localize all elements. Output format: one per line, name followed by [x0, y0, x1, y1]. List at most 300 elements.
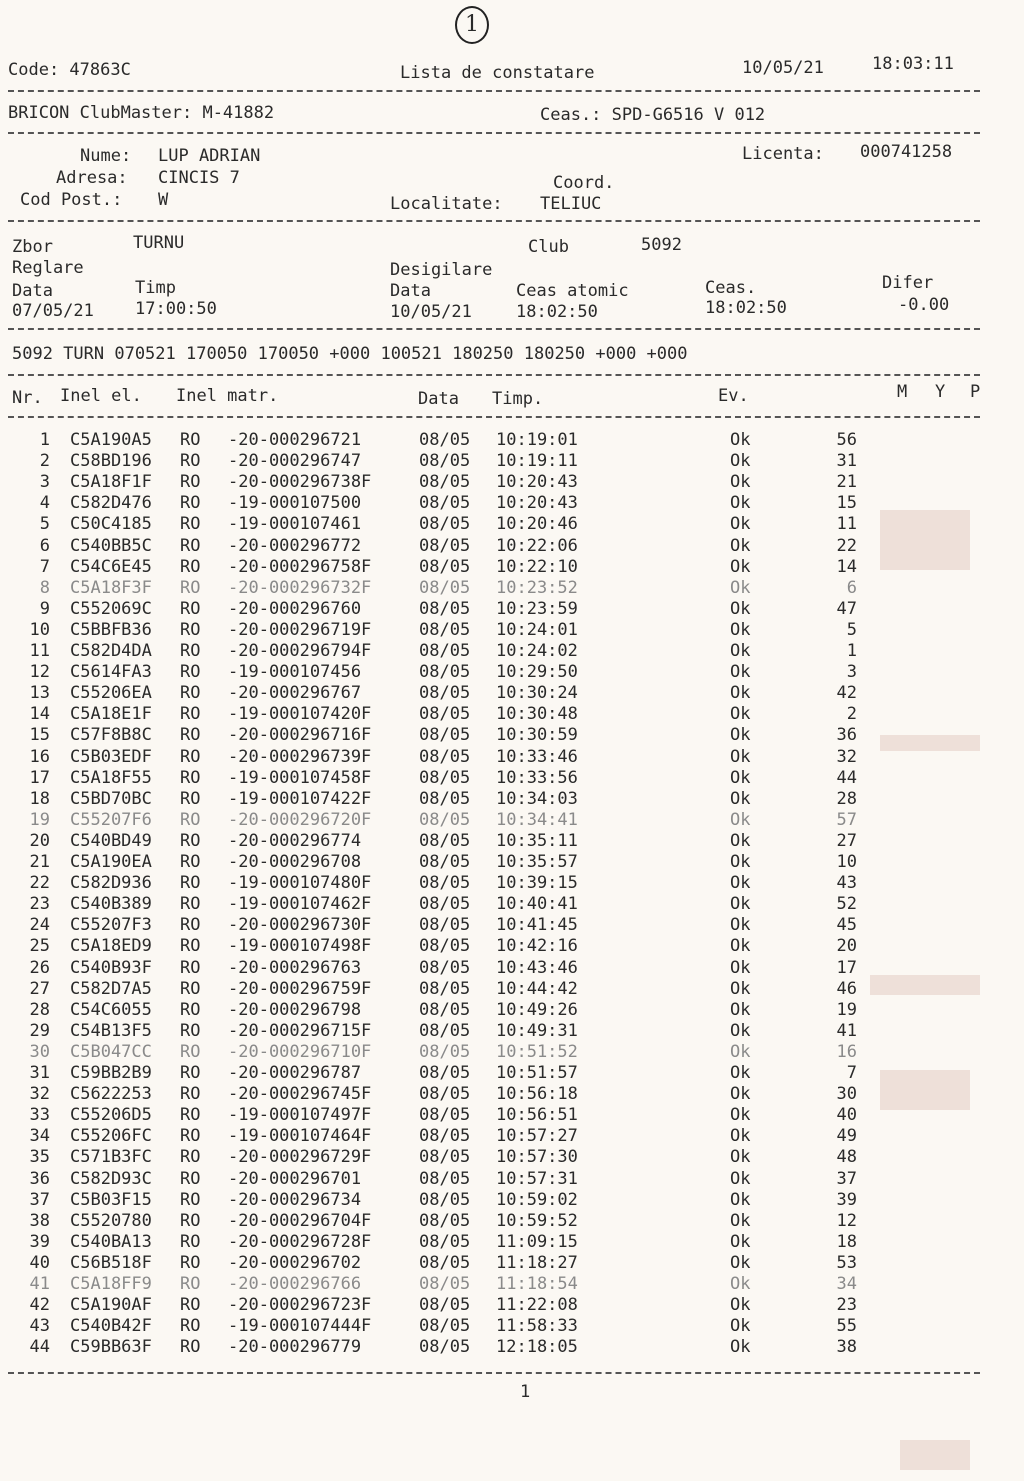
table-row: [0, 599, 1024, 620]
cell-pos: 12: [836, 1210, 857, 1231]
cell-ring: C5622253: [70, 1084, 152, 1105]
codpost-value: W: [158, 190, 169, 210]
cell-country: RO: [180, 619, 201, 640]
cell-ev: Ok: [730, 1020, 751, 1041]
cell-nr: 25: [29, 936, 50, 957]
cell-ring: C5520780: [70, 1210, 152, 1231]
cell-pos: 39: [836, 1189, 857, 1210]
cell-matr: -20-000296766: [228, 1274, 362, 1294]
cell-matr: -19-000107422F: [228, 788, 372, 809]
table-row: [0, 1295, 1024, 1316]
cell-date: 08/05: [419, 894, 471, 915]
cell-date: 08/05: [419, 1210, 471, 1231]
cell-pos: 44: [836, 767, 857, 788]
cell-nr: 27: [29, 978, 50, 999]
cell-date: 08/05: [419, 1105, 471, 1126]
col-ev: Ev.: [718, 386, 749, 406]
footer-page-number: 1: [520, 1382, 531, 1402]
cell-matr: -20-000296719F: [228, 619, 372, 640]
cell-ev: Ok: [730, 451, 751, 472]
cell-time: 11:18:54: [496, 1274, 578, 1294]
desigilare-label: Desigilare: [390, 260, 493, 280]
cell-country: RO: [180, 514, 201, 535]
cell-time: 10:51:52: [496, 1041, 578, 1062]
table-row: [0, 873, 1024, 894]
cell-ev: Ok: [730, 493, 751, 514]
cell-ev: Ok: [730, 1210, 751, 1231]
col-y: Y: [935, 382, 946, 402]
cell-ring: C5B03F15: [70, 1189, 152, 1210]
cell-date: 08/05: [419, 1252, 471, 1273]
cell-nr: 30: [29, 1041, 50, 1062]
cell-nr: 33: [29, 1105, 50, 1126]
table-row: [0, 1232, 1024, 1253]
ceas-atomic-label: Ceas atomic: [516, 281, 629, 301]
cell-time: 10:57:27: [496, 1126, 578, 1147]
cell-nr: 23: [29, 894, 50, 915]
cell-matr: -20-000296720F: [228, 809, 372, 830]
cell-date: 08/05: [419, 809, 471, 830]
cell-ring: C5B047CC: [70, 1041, 152, 1062]
cell-country: RO: [180, 1147, 201, 1168]
ceas-label: Ceas.: [705, 278, 757, 298]
cell-time: 10:29:50: [496, 662, 578, 683]
adresa-label: Adresa:: [56, 168, 128, 188]
cell-country: RO: [180, 788, 201, 809]
cell-country: RO: [180, 1084, 201, 1105]
cell-ring: C55206D5: [70, 1105, 152, 1126]
table-row: [0, 831, 1024, 852]
cell-nr: 42: [29, 1295, 50, 1316]
table-row: [0, 578, 1024, 599]
cell-time: 11:09:15: [496, 1231, 578, 1252]
separator: [8, 416, 980, 418]
timp-label: Timp: [135, 278, 176, 298]
cell-ring: C58BD196: [70, 451, 152, 472]
cell-nr: 37: [29, 1189, 50, 1210]
cell-ring: C5A190EA: [70, 852, 152, 872]
summary-line: 5092 TURN 070521 170050 170050 +000 100521 180250 180250 +000 +000: [12, 344, 688, 364]
cell-ev: Ok: [730, 978, 751, 999]
cell-nr: 26: [29, 957, 50, 978]
cell-time: 10:51:57: [496, 1063, 578, 1083]
cell-ev: Ok: [730, 1337, 751, 1358]
cell-matr: -20-000296708: [228, 852, 362, 872]
cell-time: 10:22:10: [496, 556, 578, 577]
cell-nr: 2: [39, 451, 50, 472]
handwritten-page-mark: 1: [455, 6, 489, 44]
cell-country: RO: [180, 1210, 201, 1231]
cell-ring: C54C6055: [70, 999, 152, 1020]
cell-date: 08/05: [419, 852, 471, 872]
cell-matr: -20-000296747: [228, 451, 362, 472]
cell-pos: 40: [836, 1105, 857, 1126]
cell-ring: C540B93F: [70, 957, 152, 978]
cell-time: 10:49:31: [496, 1020, 578, 1041]
table-row: [0, 557, 1024, 578]
cell-ring: C540BA13: [70, 1231, 152, 1252]
cell-country: RO: [180, 873, 201, 894]
code-label: Code: 47863C: [8, 60, 131, 80]
cell-ev: Ok: [730, 936, 751, 957]
cell-ev: Ok: [730, 1126, 751, 1147]
cell-date: 08/05: [419, 936, 471, 957]
cell-country: RO: [180, 472, 201, 493]
cell-matr: -19-000107456: [228, 662, 362, 683]
desigilare-date: 10/05/21: [390, 302, 472, 322]
cell-date: 08/05: [419, 1295, 471, 1316]
table-row: [0, 810, 1024, 831]
cell-pos: 34: [836, 1274, 857, 1294]
cell-time: 10:19:01: [496, 430, 578, 450]
clock-id: Ceas.: SPD-G6516 V 012: [540, 105, 766, 125]
cell-nr: 14: [29, 704, 50, 725]
cell-country: RO: [180, 894, 201, 915]
cell-country: RO: [180, 535, 201, 556]
cell-matr: -20-000296767: [228, 683, 362, 704]
cell-ev: Ok: [730, 746, 751, 767]
cell-nr: 16: [29, 746, 50, 767]
cell-nr: 11: [29, 641, 50, 661]
cell-time: 10:19:11: [496, 451, 578, 472]
table-row: [0, 1084, 1024, 1105]
cell-nr: 40: [29, 1252, 50, 1273]
cell-ring: C56B518F: [70, 1252, 152, 1273]
cell-time: 12:18:05: [496, 1337, 578, 1358]
cell-ring: C59BB2B9: [70, 1063, 152, 1083]
codpost-label: Cod Post.:: [20, 190, 123, 210]
cell-ring: C5BBFB36: [70, 619, 152, 640]
cell-country: RO: [180, 957, 201, 978]
cell-country: RO: [180, 1063, 201, 1083]
cell-ev: Ok: [730, 1274, 751, 1294]
cell-ring: C5A190AF: [70, 1295, 152, 1316]
cell-ring: C5A18FF9: [70, 1274, 152, 1294]
cell-nr: 19: [29, 809, 50, 830]
cell-time: 10:59:02: [496, 1189, 578, 1210]
table-row: [0, 1147, 1024, 1168]
cell-matr: -20-000296779: [228, 1337, 362, 1358]
cell-time: 10:49:26: [496, 999, 578, 1020]
table-row: [0, 768, 1024, 789]
cell-ev: Ok: [730, 1147, 751, 1168]
table-row: [0, 620, 1024, 641]
cell-ring: C55206EA: [70, 683, 152, 704]
table-row: [0, 472, 1024, 493]
cell-date: 08/05: [419, 1189, 471, 1210]
cell-date: 08/05: [419, 999, 471, 1020]
cell-time: 10:24:01: [496, 619, 578, 640]
cell-ev: Ok: [730, 683, 751, 704]
cell-matr: -19-000107462F: [228, 894, 372, 915]
cell-date: 08/05: [419, 619, 471, 640]
table-row: [0, 1211, 1024, 1232]
cell-ring: C582D476: [70, 493, 152, 514]
cell-ring: C55206FC: [70, 1126, 152, 1147]
table-row: [0, 662, 1024, 683]
table-row: [0, 1253, 1024, 1274]
cell-date: 08/05: [419, 1274, 471, 1294]
cell-pos: 16: [836, 1041, 857, 1062]
cell-ev: Ok: [730, 894, 751, 915]
cell-ring: C5A18F3F: [70, 577, 152, 598]
cell-matr: -20-000296728F: [228, 1231, 372, 1252]
col-m: M: [897, 382, 908, 402]
cell-country: RO: [180, 852, 201, 872]
cell-country: RO: [180, 683, 201, 704]
cell-ring: C571B3FC: [70, 1147, 152, 1168]
cell-ev: Ok: [730, 472, 751, 493]
table-row: [0, 1021, 1024, 1042]
cell-time: 10:40:41: [496, 894, 578, 915]
table-row: [0, 641, 1024, 662]
print-time: 18:03:11: [872, 54, 954, 74]
cell-ev: Ok: [730, 662, 751, 683]
table-row: [0, 894, 1024, 915]
cell-ev: Ok: [730, 704, 751, 725]
cell-country: RO: [180, 1252, 201, 1273]
cell-pos: 11: [836, 514, 857, 535]
cell-ring: C5614FA3: [70, 662, 152, 683]
cell-matr: -20-000296787: [228, 1063, 362, 1083]
cell-date: 08/05: [419, 683, 471, 704]
cell-date: 08/05: [419, 493, 471, 514]
cell-ev: Ok: [730, 430, 751, 450]
cell-time: 10:57:31: [496, 1168, 578, 1189]
cell-date: 08/05: [419, 725, 471, 746]
table-row: [0, 1126, 1024, 1147]
cell-pos: 28: [836, 788, 857, 809]
cell-matr: -20-000296716F: [228, 725, 372, 746]
cell-matr: -20-000296738F: [228, 472, 372, 493]
col-inel-matr: Inel matr.: [176, 386, 279, 406]
cell-country: RO: [180, 556, 201, 577]
cell-pos: 27: [836, 830, 857, 851]
table-row: [0, 493, 1024, 514]
cell-matr: -19-000107420F: [228, 704, 372, 725]
cell-country: RO: [180, 915, 201, 936]
cell-date: 08/05: [419, 746, 471, 767]
cell-matr: -20-000296732F: [228, 577, 372, 598]
cell-pos: 14: [836, 556, 857, 577]
cell-date: 08/05: [419, 704, 471, 725]
print-artifact: [880, 510, 970, 570]
cell-date: 08/05: [419, 830, 471, 851]
print-artifact: [880, 735, 980, 751]
cell-matr: -20-000296710F: [228, 1041, 372, 1062]
cell-ring: C582D93C: [70, 1168, 152, 1189]
cell-time: 10:20:43: [496, 493, 578, 514]
cell-country: RO: [180, 1231, 201, 1252]
cell-nr: 8: [39, 577, 50, 598]
cell-matr: -19-000107464F: [228, 1126, 372, 1147]
cell-date: 08/05: [419, 430, 471, 450]
cell-ev: Ok: [730, 1063, 751, 1083]
licenta-value: 000741258: [860, 142, 953, 162]
cell-date: 08/05: [419, 957, 471, 978]
cell-ev: Ok: [730, 535, 751, 556]
cell-country: RO: [180, 1020, 201, 1041]
cell-ring: C5A18F1F: [70, 472, 152, 493]
cell-time: 10:35:11: [496, 830, 578, 851]
cell-country: RO: [180, 767, 201, 788]
table-row: [0, 451, 1024, 472]
ceas-value: 18:02:50: [705, 298, 787, 318]
cell-matr: -20-000296704F: [228, 1210, 372, 1231]
cell-time: 10:56:18: [496, 1084, 578, 1105]
cell-pos: 36: [836, 725, 857, 746]
cell-ev: Ok: [730, 1316, 751, 1337]
cell-pos: 17: [836, 957, 857, 978]
cell-country: RO: [180, 999, 201, 1020]
cell-pos: 42: [836, 683, 857, 704]
cell-nr: 6: [39, 535, 50, 556]
cell-time: 11:18:27: [496, 1252, 578, 1273]
cell-time: 10:56:51: [496, 1105, 578, 1126]
cell-pos: 21: [836, 472, 857, 493]
cell-ring: C540B389: [70, 894, 152, 915]
cell-pos: 20: [836, 936, 857, 957]
cell-country: RO: [180, 1168, 201, 1189]
cell-nr: 34: [29, 1126, 50, 1147]
cell-ev: Ok: [730, 598, 751, 619]
cell-country: RO: [180, 641, 201, 661]
table-row: [0, 1274, 1024, 1295]
cell-pos: 5: [846, 619, 857, 640]
cell-nr: 5: [39, 514, 50, 535]
cell-date: 08/05: [419, 514, 471, 535]
cell-matr: -20-000296701: [228, 1168, 362, 1189]
cell-country: RO: [180, 577, 201, 598]
cell-matr: -19-000107480F: [228, 873, 372, 894]
print-artifact: [900, 1440, 970, 1470]
separator: [8, 374, 980, 376]
cell-pos: 41: [836, 1020, 857, 1041]
clubmaster-id: BRICON ClubMaster: M-41882: [8, 103, 275, 123]
cell-matr: -19-000107444F: [228, 1316, 372, 1337]
cell-nr: 35: [29, 1147, 50, 1168]
cell-nr: 13: [29, 683, 50, 704]
cell-pos: 30: [836, 1084, 857, 1105]
cell-matr: -20-000296772: [228, 535, 362, 556]
table-row: [0, 683, 1024, 704]
cell-country: RO: [180, 809, 201, 830]
cell-nr: 36: [29, 1168, 50, 1189]
cell-country: RO: [180, 1337, 201, 1358]
cell-ev: Ok: [730, 1041, 751, 1062]
cell-matr: -19-000107461: [228, 514, 362, 535]
cell-date: 08/05: [419, 535, 471, 556]
cell-pos: 55: [836, 1316, 857, 1337]
cell-country: RO: [180, 1189, 201, 1210]
cell-ring: C5A18E1F: [70, 704, 152, 725]
cell-country: RO: [180, 662, 201, 683]
cell-ev: Ok: [730, 957, 751, 978]
coord-label: Coord.: [553, 173, 615, 193]
cell-pos: 10: [836, 852, 857, 872]
cell-nr: 28: [29, 999, 50, 1020]
cell-time: 10:42:16: [496, 936, 578, 957]
cell-pos: 48: [836, 1147, 857, 1168]
table-row: [0, 747, 1024, 768]
table-row: [0, 536, 1024, 557]
cell-ring: C55207F6: [70, 809, 152, 830]
cell-pos: 38: [836, 1337, 857, 1358]
cell-ev: Ok: [730, 1252, 751, 1273]
cell-matr: -20-000296715F: [228, 1020, 372, 1041]
cell-ring: C552069C: [70, 598, 152, 619]
table-row: [0, 430, 1024, 451]
zbor-label: Zbor: [12, 237, 53, 257]
cell-country: RO: [180, 451, 201, 472]
cell-matr: -20-000296774: [228, 830, 362, 851]
cell-nr: 4: [39, 493, 50, 514]
cell-date: 08/05: [419, 1231, 471, 1252]
cell-nr: 17: [29, 767, 50, 788]
cell-ev: Ok: [730, 809, 751, 830]
table-row: [0, 1000, 1024, 1021]
cell-matr: -20-000296745F: [228, 1084, 372, 1105]
cell-country: RO: [180, 598, 201, 619]
cell-matr: -20-000296729F: [228, 1147, 372, 1168]
cell-ev: Ok: [730, 641, 751, 661]
cell-time: 10:23:52: [496, 577, 578, 598]
cell-date: 08/05: [419, 1084, 471, 1105]
cell-ring: C5A18F55: [70, 767, 152, 788]
cell-matr: -20-000296763: [228, 957, 362, 978]
cell-matr: -20-000296739F: [228, 746, 372, 767]
cell-ev: Ok: [730, 1231, 751, 1252]
cell-ev: Ok: [730, 1295, 751, 1316]
difer-value: -0.00: [898, 295, 950, 315]
cell-ev: Ok: [730, 1189, 751, 1210]
cell-ring: C57F8B8C: [70, 725, 152, 746]
cell-pos: 22: [836, 535, 857, 556]
licenta-label: Licenta:: [742, 144, 824, 164]
col-p: P: [970, 382, 981, 402]
cell-date: 08/05: [419, 598, 471, 619]
cell-time: 10:24:02: [496, 641, 578, 661]
cell-date: 08/05: [419, 662, 471, 683]
cell-pos: 15: [836, 493, 857, 514]
cell-date: 08/05: [419, 1020, 471, 1041]
cell-ring: C54C6E45: [70, 556, 152, 577]
cell-time: 10:22:06: [496, 535, 578, 556]
cell-ring: C5A190A5: [70, 430, 152, 450]
cell-time: 10:44:42: [496, 978, 578, 999]
cell-ring: C54B13F5: [70, 1020, 152, 1041]
cell-matr: -19-000107497F: [228, 1105, 372, 1126]
col-inel-el: Inel el.: [60, 386, 142, 406]
cell-ring: C582D7A5: [70, 978, 152, 999]
cell-pos: 43: [836, 873, 857, 894]
cell-nr: 3: [39, 472, 50, 493]
separator: [8, 132, 980, 134]
cell-pos: 45: [836, 915, 857, 936]
cell-matr: -19-000107458F: [228, 767, 372, 788]
cell-country: RO: [180, 1274, 201, 1294]
table-row: [0, 852, 1024, 873]
cell-date: 08/05: [419, 1126, 471, 1147]
reglare-date: 07/05/21: [12, 301, 94, 321]
cell-matr: -20-000296798: [228, 999, 362, 1020]
cell-nr: 31: [29, 1063, 50, 1083]
nume-label: Nume:: [80, 146, 132, 166]
table-row: [0, 915, 1024, 936]
cell-country: RO: [180, 1105, 201, 1126]
cell-nr: 1: [39, 430, 50, 450]
col-nr: Nr.: [12, 388, 43, 408]
